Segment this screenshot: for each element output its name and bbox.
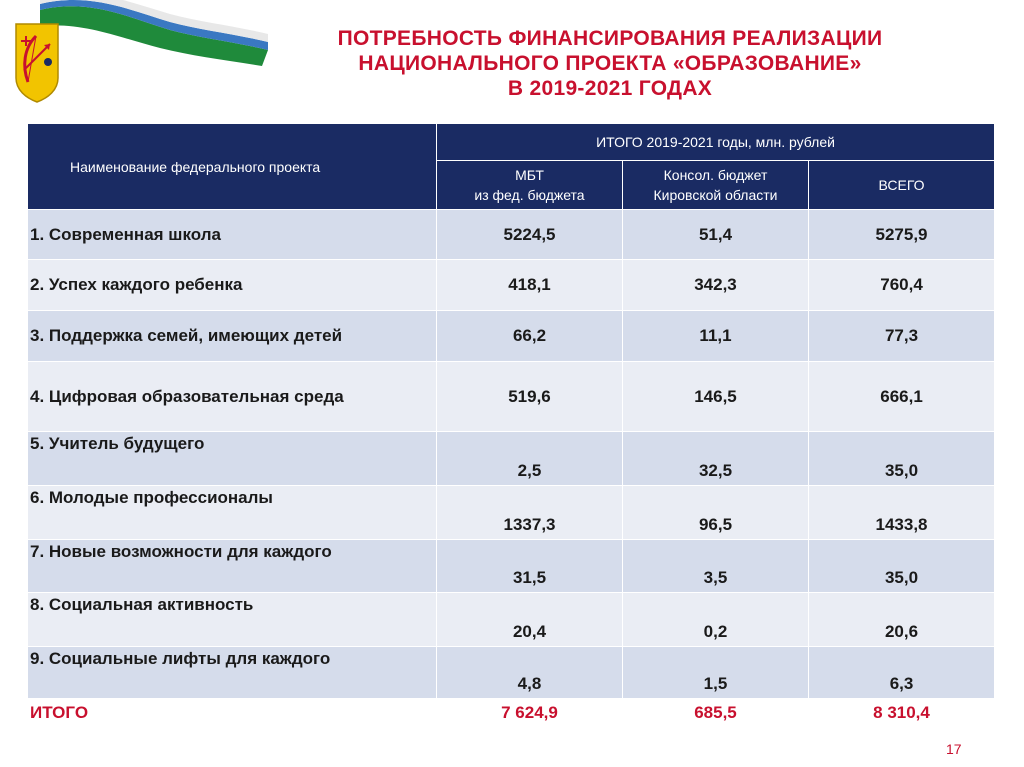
- row-consol: 51,4: [623, 210, 809, 260]
- total-row-label: ИТОГО: [28, 699, 437, 727]
- total-row-total: 8 310,4: [809, 699, 995, 727]
- row-name: 3. Поддержка семей, имеющих детей: [28, 311, 437, 362]
- consol-header-line-2: Кировской области: [653, 187, 778, 203]
- row-total: 77,3: [809, 311, 995, 362]
- row-total: 6,3: [809, 647, 995, 699]
- row-mbt: 418,1: [437, 260, 623, 311]
- title-line-1: ПОТРЕБНОСТЬ ФИНАНСИРОВАНИЯ РЕАЛИЗАЦИИ: [337, 27, 883, 50]
- row-name: 8. Социальная активность: [28, 593, 437, 647]
- row-total: 1433,8: [809, 486, 995, 540]
- row-mbt: 5224,5: [437, 210, 623, 260]
- row-name: 9. Социальные лифты для каждого: [28, 647, 437, 699]
- row-consol: 96,5: [623, 486, 809, 540]
- row-total: 666,1: [809, 362, 995, 432]
- row-consol: 1,5: [623, 647, 809, 699]
- row-consol: 0,2: [623, 593, 809, 647]
- row-total: 5275,9: [809, 210, 995, 260]
- total-column-header: ВСЕГО: [809, 161, 995, 210]
- row-consol: 3,5: [623, 540, 809, 593]
- row-name: 1. Современная школа: [28, 210, 437, 260]
- table-row: [28, 593, 995, 647]
- row-name: 6. Молодые профессионалы: [28, 486, 437, 540]
- row-mbt: 31,5: [437, 540, 623, 593]
- page-title: [260, 26, 960, 101]
- row-mbt: 2,5: [437, 432, 623, 486]
- total-row: [28, 699, 995, 727]
- row-consol: 32,5: [623, 432, 809, 486]
- mbt-header-line-1: МБТ: [515, 167, 544, 183]
- row-consol: 11,1: [623, 311, 809, 362]
- row-consol: 342,3: [623, 260, 809, 311]
- page-number: 17: [946, 741, 962, 757]
- row-total: 35,0: [809, 540, 995, 593]
- row-total: 20,6: [809, 593, 995, 647]
- table-row: [28, 260, 995, 311]
- row-name: 5. Учитель будущего: [28, 432, 437, 486]
- total-row-mbt: 7 624,9: [437, 699, 623, 727]
- project-name-header: Наименование федерального проекта: [28, 124, 437, 210]
- row-name: 2. Успех каждого ребенка: [28, 260, 437, 311]
- table-row: [28, 540, 995, 593]
- funding-table: [27, 123, 995, 727]
- row-mbt: 1337,3: [437, 486, 623, 540]
- kirov-region-coat-of-arms: [14, 22, 60, 104]
- mbt-header-line-2: из фед. бюджета: [474, 187, 585, 203]
- row-total: 760,4: [809, 260, 995, 311]
- row-name: 7. Новые возможности для каждого: [28, 540, 437, 593]
- row-mbt: 20,4: [437, 593, 623, 647]
- consol-column-header: [623, 161, 809, 210]
- row-name: 4. Цифровая образовательная среда: [28, 362, 437, 432]
- table-row: [28, 486, 995, 540]
- row-mbt: 66,2: [437, 311, 623, 362]
- table-row: [28, 432, 995, 486]
- row-total: 35,0: [809, 432, 995, 486]
- row-mbt: 4,8: [437, 647, 623, 699]
- table-row: [28, 647, 995, 699]
- title-line-3: В 2019-2021 ГОДАХ: [507, 77, 713, 100]
- table-row: [28, 210, 995, 260]
- title-line-2: НАЦИОНАЛЬНОГО ПРОЕКТА «ОБРАЗОВАНИЕ»: [358, 52, 862, 75]
- consol-header-line-1: Консол. бюджет: [663, 167, 768, 183]
- period-total-header: ИТОГО 2019-2021 годы, млн. рублей: [437, 124, 995, 161]
- row-consol: 146,5: [623, 362, 809, 432]
- total-row-consol: 685,5: [623, 699, 809, 727]
- table-row: [28, 311, 995, 362]
- row-mbt: 519,6: [437, 362, 623, 432]
- table-row: [28, 362, 995, 432]
- mbt-column-header: [437, 161, 623, 210]
